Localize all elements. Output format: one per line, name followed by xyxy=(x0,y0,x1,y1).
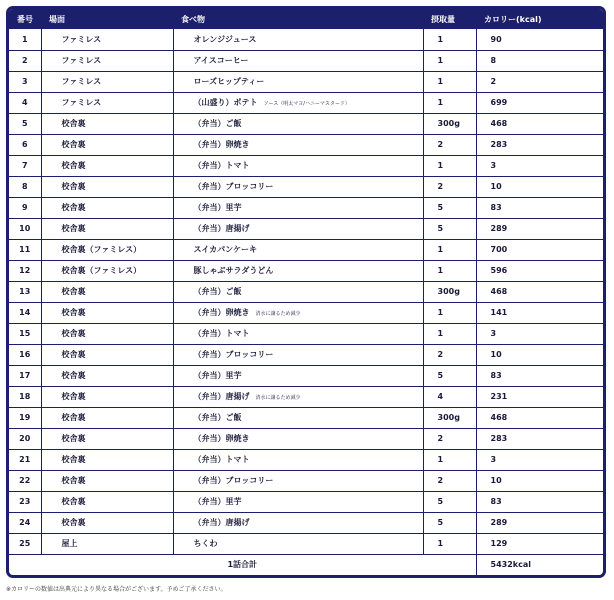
row-scene-text: 校舎裏 xyxy=(61,434,86,443)
row-food xyxy=(173,176,423,197)
row-calorie-text: 141 xyxy=(490,308,508,317)
table-header-row xyxy=(9,9,603,29)
row-calorie xyxy=(476,134,603,155)
table-row xyxy=(9,113,603,134)
row-no xyxy=(9,428,41,449)
row-scene xyxy=(41,302,173,323)
row-amount xyxy=(423,491,476,512)
footnote: ※カロリーの数値は出典元により異なる場合がございます。予めご了承ください。 xyxy=(6,586,227,593)
row-no-text: 2 xyxy=(21,56,28,65)
row-calorie xyxy=(476,113,603,134)
row-food xyxy=(173,512,423,533)
total-row xyxy=(9,554,603,575)
row-scene-text: 校舎裏 xyxy=(61,497,86,506)
row-scene-text: 校舎裏 xyxy=(61,371,86,380)
row-calorie xyxy=(476,71,603,92)
row-amount xyxy=(423,50,476,71)
table-row xyxy=(9,239,603,260)
row-amount xyxy=(423,428,476,449)
header-calorie: カロリー(kcal) xyxy=(476,9,603,29)
row-amount xyxy=(423,197,476,218)
row-amount xyxy=(423,449,476,470)
row-calorie xyxy=(476,449,603,470)
row-amount xyxy=(423,29,476,50)
row-calorie-text: 283 xyxy=(490,434,508,443)
row-no xyxy=(9,218,41,239)
row-no-text: 5 xyxy=(21,119,28,128)
row-scene xyxy=(41,176,173,197)
row-no xyxy=(9,50,41,71)
row-amount xyxy=(423,239,476,260)
row-no xyxy=(9,302,41,323)
row-scene-text: 校舎裏 xyxy=(61,161,86,170)
row-amount-text: 1 xyxy=(437,245,444,254)
table-row xyxy=(9,155,603,176)
table-row xyxy=(9,92,603,113)
row-calorie-text: 289 xyxy=(490,518,508,527)
table-row xyxy=(9,512,603,533)
row-scene xyxy=(41,470,173,491)
row-amount-text: 1 xyxy=(437,161,444,170)
header-scene: 場面 xyxy=(41,9,173,29)
table-row xyxy=(9,344,603,365)
table-row xyxy=(9,260,603,281)
row-calorie-text: 10 xyxy=(490,476,502,485)
row-no-text: 25 xyxy=(19,539,31,548)
calorie-table xyxy=(9,9,603,575)
row-calorie xyxy=(476,491,603,512)
row-scene xyxy=(41,260,173,281)
row-amount-text: 2 xyxy=(437,476,444,485)
table-row xyxy=(9,134,603,155)
row-scene xyxy=(41,281,173,302)
row-no-text: 3 xyxy=(21,77,28,86)
row-food-text: （弁当）卵焼き xyxy=(193,308,250,317)
row-scene-text: 校舎裏 xyxy=(61,392,86,401)
row-scene xyxy=(41,323,173,344)
row-scene xyxy=(41,491,173,512)
row-food-text: （弁当）唐揚げ xyxy=(193,518,250,527)
row-amount-text: 1 xyxy=(437,77,444,86)
row-calorie-text: 2 xyxy=(490,77,497,86)
table-row xyxy=(9,281,603,302)
row-amount xyxy=(423,113,476,134)
row-no-text: 23 xyxy=(19,497,31,506)
row-calorie-text: 468 xyxy=(490,287,508,296)
row-no xyxy=(9,281,41,302)
row-scene-text: 校舎裏 xyxy=(61,476,86,485)
row-scene xyxy=(41,449,173,470)
table-row xyxy=(9,50,603,71)
row-no xyxy=(9,449,41,470)
table-row xyxy=(9,302,603,323)
row-food-text: （弁当）トマト xyxy=(193,161,250,170)
row-no xyxy=(9,260,41,281)
row-no-text: 22 xyxy=(19,476,31,485)
row-amount xyxy=(423,470,476,491)
row-no xyxy=(9,239,41,260)
row-food xyxy=(173,365,423,386)
row-food-text: （弁当）ご飯 xyxy=(193,413,242,422)
row-scene xyxy=(41,92,173,113)
table-body xyxy=(9,29,603,554)
row-no-text: 14 xyxy=(19,308,31,317)
row-calorie xyxy=(476,428,603,449)
row-food xyxy=(173,449,423,470)
row-scene xyxy=(41,428,173,449)
row-food xyxy=(173,239,423,260)
row-food xyxy=(173,155,423,176)
row-calorie-text: 83 xyxy=(490,371,502,380)
row-amount-text: 5 xyxy=(437,518,444,527)
row-food xyxy=(173,71,423,92)
row-food-text: オレンジジュース xyxy=(193,34,257,44)
row-amount-text: 1 xyxy=(437,539,444,548)
row-calorie-text: 10 xyxy=(490,182,502,191)
row-calorie-text: 289 xyxy=(490,224,508,233)
row-no xyxy=(9,512,41,533)
row-amount xyxy=(423,386,476,407)
row-amount xyxy=(423,71,476,92)
row-calorie xyxy=(476,92,603,113)
row-no-text: 21 xyxy=(19,455,31,464)
row-amount-text: 300g xyxy=(437,413,460,422)
row-no xyxy=(9,491,41,512)
row-scene xyxy=(41,155,173,176)
row-scene xyxy=(41,512,173,533)
row-amount-text: 300g xyxy=(437,287,460,296)
row-calorie xyxy=(476,239,603,260)
row-no-text: 11 xyxy=(19,245,31,254)
row-amount-text: 5 xyxy=(437,371,444,380)
row-calorie-text: 283 xyxy=(490,140,508,149)
row-calorie-text: 129 xyxy=(490,539,508,548)
row-scene-text: ファミレス xyxy=(61,77,102,86)
row-food-text: （弁当）ご飯 xyxy=(193,287,242,296)
row-no-text: 1 xyxy=(21,34,28,44)
row-scene-text: ファミレス xyxy=(61,34,102,44)
row-scene xyxy=(41,134,173,155)
row-amount-text: 1 xyxy=(437,455,444,464)
row-amount-text: 1 xyxy=(437,266,444,275)
row-no xyxy=(9,386,41,407)
table-row xyxy=(9,533,603,554)
row-scene-text: 屋上 xyxy=(61,539,78,548)
row-calorie-text: 468 xyxy=(490,413,508,422)
row-scene-text: 校舎裏 xyxy=(61,140,86,149)
row-food-text: アイスコーヒー xyxy=(193,56,249,65)
row-food xyxy=(173,302,423,323)
row-calorie xyxy=(476,218,603,239)
row-no-text: 10 xyxy=(19,224,31,233)
row-no-text: 13 xyxy=(19,287,31,296)
row-amount-text: 5 xyxy=(437,224,444,233)
row-calorie xyxy=(476,344,603,365)
row-food-text: （山盛り）ポテト xyxy=(193,98,258,107)
row-amount-text: 2 xyxy=(437,140,444,149)
row-no xyxy=(9,407,41,428)
row-no-text: 4 xyxy=(21,98,28,107)
row-food xyxy=(173,134,423,155)
row-no-text: 7 xyxy=(21,161,28,170)
row-no xyxy=(9,344,41,365)
row-no xyxy=(9,134,41,155)
header-food: 食べ物 xyxy=(173,9,423,29)
row-no xyxy=(9,29,41,50)
row-food xyxy=(173,428,423,449)
row-calorie xyxy=(476,29,603,50)
row-no-text: 12 xyxy=(19,266,31,275)
row-food-text: ちくわ xyxy=(193,539,218,548)
total-calorie: 5432kcal xyxy=(490,560,531,570)
row-amount-text: 5 xyxy=(437,203,444,212)
table-row xyxy=(9,176,603,197)
row-scene-text: ファミレス xyxy=(61,98,102,107)
row-scene-text: 校舎裏 xyxy=(61,350,86,359)
row-calorie xyxy=(476,365,603,386)
row-amount-text: 2 xyxy=(437,182,444,191)
row-no xyxy=(9,365,41,386)
row-amount xyxy=(423,407,476,428)
row-amount-text: 300g xyxy=(437,119,460,128)
row-food xyxy=(173,92,423,113)
row-scene xyxy=(41,71,173,92)
row-food xyxy=(173,50,423,71)
row-food xyxy=(173,113,423,134)
row-calorie-text: 90 xyxy=(490,34,502,44)
row-amount xyxy=(423,512,476,533)
table-row xyxy=(9,323,603,344)
row-food-note: 清水に譲るため減少 xyxy=(255,311,301,317)
row-calorie-text: 596 xyxy=(490,266,508,275)
row-amount xyxy=(423,134,476,155)
table-row xyxy=(9,365,603,386)
row-amount-text: 1 xyxy=(437,308,444,317)
row-no xyxy=(9,197,41,218)
row-amount-text: 2 xyxy=(437,350,444,359)
row-food xyxy=(173,260,423,281)
table-row xyxy=(9,218,603,239)
row-amount xyxy=(423,533,476,554)
row-calorie xyxy=(476,470,603,491)
row-no-text: 18 xyxy=(19,392,31,401)
row-food xyxy=(173,533,423,554)
header-no: 番号 xyxy=(9,9,41,29)
table-row xyxy=(9,449,603,470)
row-no-text: 20 xyxy=(19,434,31,443)
row-amount xyxy=(423,260,476,281)
row-scene xyxy=(41,386,173,407)
row-amount-text: 1 xyxy=(437,56,444,65)
row-scene-text: 校舎裏 xyxy=(61,518,86,527)
row-no-text: 19 xyxy=(19,413,31,422)
row-no-text: 8 xyxy=(21,182,28,191)
row-amount xyxy=(423,344,476,365)
row-calorie-text: 700 xyxy=(490,245,508,254)
row-food xyxy=(173,344,423,365)
row-amount-text: 5 xyxy=(437,497,444,506)
row-amount xyxy=(423,92,476,113)
calorie-table-frame xyxy=(6,6,606,578)
row-food-text: （弁当）卵焼き xyxy=(193,434,250,443)
table-row xyxy=(9,428,603,449)
row-calorie-text: 3 xyxy=(490,455,497,464)
row-amount-text: 2 xyxy=(437,434,444,443)
row-calorie-text: 10 xyxy=(490,350,502,359)
row-food-note: ソース（明太マヨ/ハニーマスタード） xyxy=(263,101,350,107)
row-calorie-text: 699 xyxy=(490,98,508,107)
row-scene xyxy=(41,50,173,71)
row-no xyxy=(9,155,41,176)
row-amount-text: 1 xyxy=(437,329,444,338)
row-scene xyxy=(41,239,173,260)
row-food xyxy=(173,386,423,407)
row-calorie xyxy=(476,281,603,302)
row-no-text: 16 xyxy=(19,350,31,359)
row-calorie-text: 231 xyxy=(490,392,508,401)
row-food-note: 清水に譲るため減少 xyxy=(255,395,301,401)
row-amount xyxy=(423,323,476,344)
row-calorie-text: 8 xyxy=(490,56,497,65)
row-calorie xyxy=(476,407,603,428)
row-food xyxy=(173,197,423,218)
row-no-text: 6 xyxy=(21,140,28,149)
row-food-text: （弁当）里芋 xyxy=(193,497,242,506)
row-amount xyxy=(423,176,476,197)
row-calorie xyxy=(476,176,603,197)
row-amount-text: 1 xyxy=(437,34,444,44)
row-scene xyxy=(41,197,173,218)
row-amount-text: 4 xyxy=(437,392,444,401)
row-calorie xyxy=(476,386,603,407)
row-calorie-text: 83 xyxy=(490,203,502,212)
row-scene-text: 校舎裏 xyxy=(61,203,86,212)
row-food-text: （弁当）ブロッコリー xyxy=(193,182,274,191)
row-scene xyxy=(41,407,173,428)
table-row xyxy=(9,407,603,428)
row-scene-text: 校舎裏（ファミレス） xyxy=(61,245,142,254)
row-food xyxy=(173,281,423,302)
row-calorie xyxy=(476,155,603,176)
row-food-text: （弁当）トマト xyxy=(193,329,250,338)
row-calorie-text: 3 xyxy=(490,329,497,338)
row-no xyxy=(9,176,41,197)
row-calorie-text: 3 xyxy=(490,161,497,170)
row-calorie xyxy=(476,323,603,344)
row-food-text: ローズヒップティー xyxy=(193,77,265,86)
row-no xyxy=(9,71,41,92)
row-scene xyxy=(41,29,173,50)
row-food-text: （弁当）トマト xyxy=(193,455,250,464)
row-food-text: 豚しゃぶサラダうどん xyxy=(193,266,274,275)
row-calorie-text: 468 xyxy=(490,119,508,128)
table-row xyxy=(9,491,603,512)
row-scene-text: ファミレス xyxy=(61,56,102,65)
row-food-text: （弁当）唐揚げ xyxy=(193,392,250,401)
row-food xyxy=(173,491,423,512)
row-scene xyxy=(41,218,173,239)
row-scene-text: 校舎裏 xyxy=(61,182,86,191)
total-label: 1話合計 xyxy=(9,554,476,575)
row-amount xyxy=(423,302,476,323)
row-no xyxy=(9,113,41,134)
row-scene-text: 校舎裏（ファミレス） xyxy=(61,266,142,275)
table-row xyxy=(9,386,603,407)
row-calorie xyxy=(476,302,603,323)
row-amount xyxy=(423,218,476,239)
row-no xyxy=(9,92,41,113)
row-calorie xyxy=(476,512,603,533)
row-scene-text: 校舎裏 xyxy=(61,329,86,338)
table-row xyxy=(9,29,603,50)
row-scene xyxy=(41,113,173,134)
row-scene xyxy=(41,533,173,554)
row-no xyxy=(9,323,41,344)
row-scene-text: 校舎裏 xyxy=(61,119,86,128)
row-calorie xyxy=(476,50,603,71)
row-no-text: 17 xyxy=(19,371,31,380)
row-amount xyxy=(423,155,476,176)
row-scene-text: 校舎裏 xyxy=(61,455,86,464)
row-no-text: 24 xyxy=(19,518,31,527)
row-scene xyxy=(41,365,173,386)
row-amount xyxy=(423,281,476,302)
table-row xyxy=(9,470,603,491)
table-row xyxy=(9,71,603,92)
row-food xyxy=(173,470,423,491)
row-amount-text: 1 xyxy=(437,98,444,107)
row-food-text: スイカパンケーキ xyxy=(193,245,257,254)
row-food xyxy=(173,323,423,344)
row-no xyxy=(9,470,41,491)
row-scene-text: 校舎裏 xyxy=(61,224,86,233)
row-food-text: （弁当）ブロッコリー xyxy=(193,350,274,359)
row-calorie xyxy=(476,197,603,218)
row-food-text: （弁当）唐揚げ xyxy=(193,224,250,233)
row-food xyxy=(173,29,423,50)
row-no-text: 9 xyxy=(21,203,28,212)
row-scene-text: 校舎裏 xyxy=(61,413,86,422)
row-no-text: 15 xyxy=(19,329,31,338)
row-scene-text: 校舎裏 xyxy=(61,287,86,296)
row-no xyxy=(9,533,41,554)
row-food-text: （弁当）ご飯 xyxy=(193,119,242,128)
row-calorie xyxy=(476,260,603,281)
row-food-text: （弁当）ブロッコリー xyxy=(193,476,274,485)
row-food xyxy=(173,218,423,239)
row-food-text: （弁当）里芋 xyxy=(193,203,242,212)
row-calorie-text: 83 xyxy=(490,497,502,506)
table-row xyxy=(9,197,603,218)
row-food-text: （弁当）里芋 xyxy=(193,371,242,380)
row-food xyxy=(173,407,423,428)
row-food-text: （弁当）卵焼き xyxy=(193,140,250,149)
header-amount: 摂取量 xyxy=(423,9,476,29)
row-scene xyxy=(41,344,173,365)
row-scene-text: 校舎裏 xyxy=(61,308,86,317)
row-amount xyxy=(423,365,476,386)
row-calorie xyxy=(476,533,603,554)
